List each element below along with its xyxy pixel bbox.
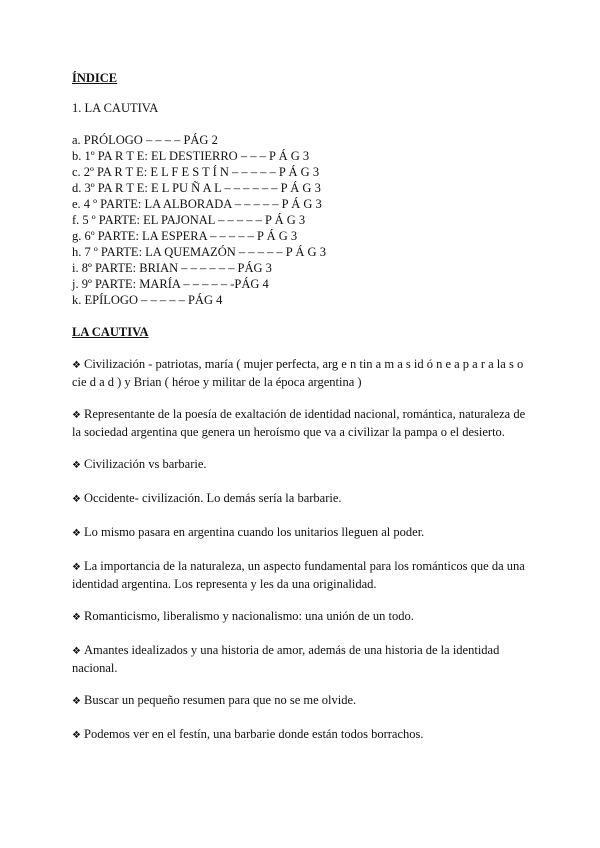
diamond-bullet-icon: ❖ <box>72 562 81 573</box>
diamond-bullet-icon: ❖ <box>72 460 81 471</box>
list-item <box>72 490 532 508</box>
bullet-text: Amantes idealizados y una historia de amor, además de una historia de la identidad nacional. <box>72 643 500 675</box>
list-item <box>72 726 532 744</box>
bullet-text: Lo mismo pasara en argentina cuando los unitarios lleguen al poder. <box>84 525 425 539</box>
bullet-list <box>72 356 532 744</box>
bullet-text: Civilización vs barbarie. <box>84 457 207 471</box>
index-item: b. 1º PA R T E: EL DESTIERRO – – – P Á G 3 <box>72 149 310 163</box>
index-item: f. 5 º PARTE: EL PAJONAL – – – – – P Á G 3 <box>72 213 306 227</box>
index-item: e. 4 º PARTE: LA ALBORADA – – – – – P Á G 3 <box>72 197 322 211</box>
diamond-bullet-icon: ❖ <box>72 528 81 539</box>
list-item <box>72 692 532 710</box>
list-item <box>72 456 532 474</box>
index-list <box>72 132 532 308</box>
index-item: j. 9º PARTE: MARÍA – – – – – -PÁG 4 <box>72 277 269 291</box>
bullet-text: La importancia de la naturaleza, un aspecto fundamental para los románticos que da una identidad argentina. Los representa y les da una originalidad. <box>72 559 525 591</box>
bullet-text: Civilización - patriotas, maría ( mujer perfecta, arg e n tin a m a s id ó n e a p a r a la s o cie d a d ) y Brian ( héroe y militar de la época argentina ) <box>72 357 524 389</box>
index-item: a. PRÓLOGO – – – – PÁG 2 <box>72 133 218 147</box>
list-item <box>72 642 532 676</box>
diamond-bullet-icon: ❖ <box>72 494 81 505</box>
list-item <box>72 406 532 440</box>
bullet-text: Podemos ver en el festín, una barbarie donde están todos borrachos. <box>84 727 424 741</box>
diamond-bullet-icon: ❖ <box>72 612 81 623</box>
diamond-bullet-icon: ❖ <box>72 730 81 741</box>
list-item <box>72 558 532 592</box>
document-page <box>72 70 532 760</box>
index-item: g. 6º PARTE: LA ESPERA – – – – – P Á G 3 <box>72 229 298 243</box>
bullet-text: Romanticismo, liberalismo y nacionalismo: una unión de un todo. <box>84 609 414 623</box>
bullet-text: Buscar un pequeño resumen para que no se me olvide. <box>84 693 357 707</box>
list-item <box>72 524 532 542</box>
content-title: LA CAUTIVA <box>72 325 149 339</box>
index-title: ÍNDICE <box>72 71 118 85</box>
diamond-bullet-icon: ❖ <box>72 646 81 657</box>
index-item: h. 7 º PARTE: LA QUEMAZÓN – – – – – P Á G 3 <box>72 245 326 259</box>
diamond-bullet-icon: ❖ <box>72 360 81 371</box>
bullet-text: Representante de la poesía de exaltación de identidad nacional, romántica, naturaleza de la sociedad argentina que genera un heroísmo que va a civilizar la pampa o el desierto. <box>72 407 526 439</box>
index-section: 1. LA CAUTIVA <box>72 101 159 115</box>
index-item: d. 3º PA R T E: E L PU Ñ A L – – – – – – P Á G 3 <box>72 181 321 195</box>
list-item <box>72 356 532 390</box>
index-item: k. EPÍLOGO – – – – – PÁG 4 <box>72 293 223 307</box>
bullet-text: Occidente- civilización. Lo demás sería la barbarie. <box>84 491 342 505</box>
diamond-bullet-icon: ❖ <box>72 410 81 421</box>
diamond-bullet-icon: ❖ <box>72 696 81 707</box>
list-item <box>72 608 532 626</box>
index-item: c. 2º PA R T E: E L F E S T Í N – – – – – P Á G 3 <box>72 165 320 179</box>
index-item: i. 8º PARTE: BRIAN – – – – – – PÁG 3 <box>72 261 272 275</box>
